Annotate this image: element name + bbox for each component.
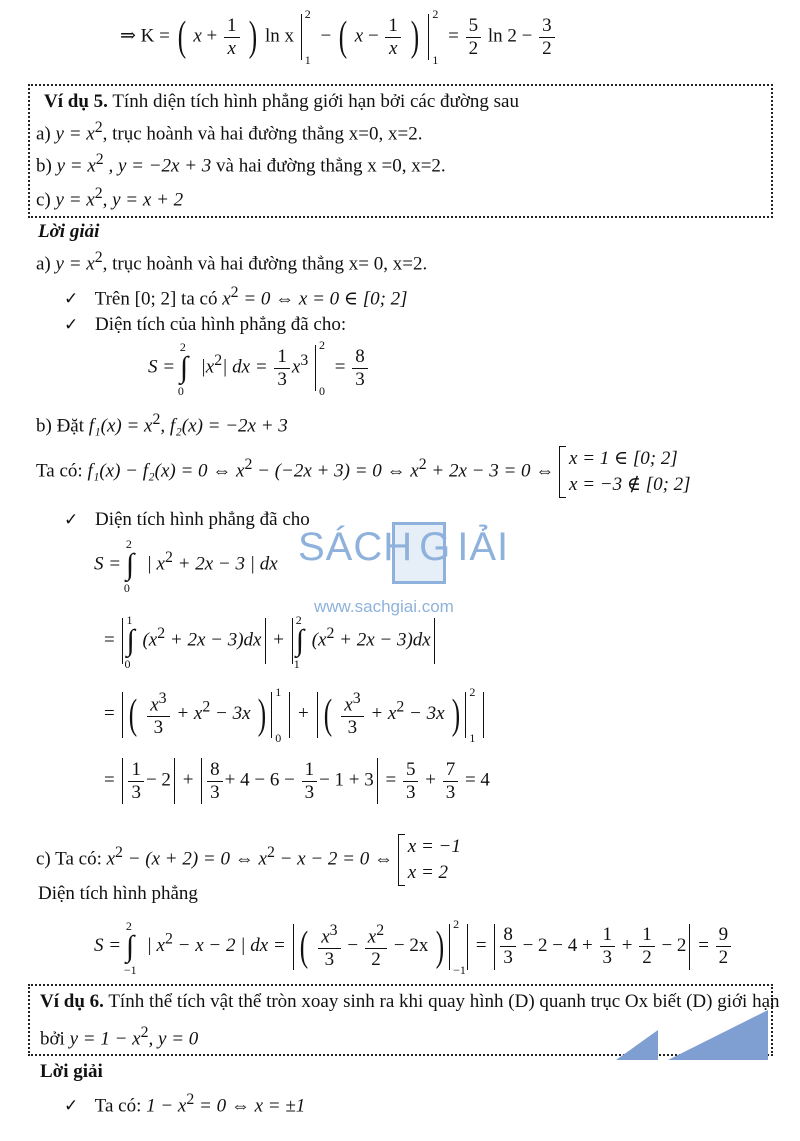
- upper: 2: [179, 340, 186, 354]
- frac-8-3: [207, 759, 223, 804]
- minus: −: [320, 25, 332, 47]
- equals: =: [104, 702, 115, 724]
- part-a-line: [36, 250, 427, 273]
- upper: 2: [469, 684, 476, 699]
- checkmark-icon: ✓: [64, 289, 79, 310]
- var-x-2: x: [354, 25, 364, 47]
- math2: = 0 ⇔ x = 0 ∈ [0; 2]: [238, 288, 408, 310]
- sup: 3: [158, 690, 167, 707]
- part-b-S1: [94, 537, 278, 595]
- eq1: f₁(x) − f₂(x) = 0 ⇔ x: [87, 460, 245, 482]
- sup: 2: [94, 249, 103, 266]
- integrand2: + 2x − 3 | dx: [172, 553, 278, 575]
- ta-co: Ta có:: [36, 460, 83, 482]
- sup: 2: [94, 185, 103, 202]
- example6-line1: [40, 992, 780, 1011]
- math2: , y = 0: [148, 1028, 199, 1050]
- eq1: x: [106, 848, 116, 870]
- eval-bar: [301, 7, 316, 67]
- left-paren-2: (: [338, 14, 348, 60]
- k-result-line: [120, 7, 557, 67]
- solution6-label: Lời giải: [40, 1061, 103, 1082]
- sup: 2: [152, 411, 161, 428]
- label: a): [36, 253, 51, 275]
- abs-bar: [467, 924, 468, 970]
- den: 2: [642, 947, 652, 969]
- integrand: |x: [200, 356, 215, 378]
- text: Diện tích hình phẳng đã cho: [95, 509, 310, 530]
- part-c-integral: S = ∫ 2 −1 | $x^2 - x - 2$ | dx = ( $\frac{x^3}{3}$ − $\frac{x^2}{2}$ − 2x ) 2 −1 = $\frac{8}{3}$ − 2 − 4 + $\frac{1}{3}$ + $\frac{1}{2}$ − 2 = $\frac{9}{2}$: [94, 922, 733, 971]
- abs-bar: [122, 618, 123, 664]
- abs-bar: [292, 618, 293, 664]
- sup: 2: [202, 698, 211, 716]
- frac-3-2: [539, 15, 555, 60]
- sup: 2: [94, 119, 103, 136]
- label: c) Ta có:: [36, 848, 102, 870]
- var-x: x: [193, 25, 202, 47]
- eval-bar: [449, 916, 466, 977]
- ln-2: ln 2 −: [487, 25, 533, 47]
- brand1: SÁCH: [298, 525, 414, 569]
- t1: + x: [176, 702, 203, 724]
- frac-x2-2: [365, 922, 387, 971]
- upper: 1: [126, 613, 133, 627]
- plus: +: [206, 25, 218, 47]
- lower: 1: [293, 657, 300, 671]
- sup: 2: [140, 1024, 149, 1041]
- brand2: IẢI: [457, 525, 510, 569]
- equals: =: [698, 934, 709, 956]
- x: x: [344, 694, 353, 716]
- abs-bar: [174, 758, 175, 804]
- minus-2: −: [367, 25, 379, 47]
- num: 1: [302, 759, 318, 782]
- den: x: [388, 37, 398, 59]
- label-a: a): [36, 123, 51, 145]
- den: 3: [445, 781, 456, 803]
- den: 3: [153, 717, 164, 739]
- text: Trên [0; 2] ta có: [94, 288, 218, 310]
- sup: 3: [300, 352, 309, 370]
- t: − 2: [145, 769, 171, 791]
- num: 1: [128, 759, 144, 782]
- checkmark-icon: ✓: [64, 510, 79, 530]
- frac-x3-3: [147, 690, 169, 739]
- math: x: [222, 288, 231, 310]
- num: 5: [466, 15, 482, 38]
- upper: 2: [125, 918, 132, 933]
- plus: +: [298, 702, 309, 724]
- label-c: c): [36, 189, 51, 211]
- x: x: [150, 694, 159, 716]
- S: S =: [94, 934, 122, 956]
- sup: 2: [376, 922, 385, 939]
- abs-bar: [689, 924, 690, 970]
- sup: 2: [266, 844, 275, 862]
- abs-bar: [265, 618, 266, 664]
- left-paren: (: [129, 691, 138, 738]
- root-system: [569, 446, 691, 497]
- brand-g: G: [419, 525, 452, 569]
- part-c-equation: [36, 834, 461, 886]
- x: x: [367, 926, 377, 948]
- minus-2x: − 2x: [393, 934, 429, 956]
- abs-bar: [201, 758, 202, 804]
- part-b-equation: [36, 446, 691, 498]
- root1: x = −1: [407, 836, 461, 858]
- equals: =: [385, 769, 397, 791]
- den: 2: [371, 949, 381, 971]
- den: 3: [324, 949, 335, 971]
- part-b-define: [36, 412, 288, 435]
- num: 8: [352, 346, 368, 369]
- abs-bar: [317, 692, 318, 738]
- integral-sign: ∫ 2 0: [177, 340, 189, 398]
- root2: x = 2: [407, 862, 449, 883]
- S: S =: [148, 356, 176, 378]
- frac-8-3: [352, 346, 368, 391]
- abs-bar: [377, 758, 378, 804]
- lower: 0: [124, 657, 131, 671]
- t1: + x: [370, 702, 397, 724]
- k-lhs: ⇒ K =: [120, 25, 170, 47]
- watermark-logo: [298, 525, 509, 570]
- root1: x = 1 ∈ [0; 2]: [569, 448, 678, 470]
- integrand: | x: [146, 553, 165, 575]
- t2: + 2x − 3)dx: [165, 629, 262, 651]
- sup: 2: [164, 549, 173, 567]
- sup: 2: [115, 844, 123, 862]
- upper: 2: [304, 7, 311, 21]
- plus: +: [182, 769, 194, 791]
- eval-bar-2: [428, 7, 443, 67]
- eval-bar: [465, 684, 480, 745]
- bracket: [398, 834, 405, 886]
- text: , trục hoành và hai đường thẳng x= 0, x=2.: [102, 253, 428, 275]
- frac-1-over-x-2: [385, 15, 401, 60]
- lower: 1: [469, 730, 476, 745]
- den: 3: [277, 368, 287, 390]
- num: 5: [403, 759, 419, 782]
- eq2: − (x + 2) = 0 ⇔ x: [122, 848, 267, 870]
- x: x: [321, 926, 330, 948]
- lower: 0: [319, 384, 325, 398]
- den: 2: [542, 37, 552, 59]
- frac-1-3: [600, 924, 616, 969]
- eval-bar: [271, 684, 286, 745]
- t: − 2 − 4 +: [522, 934, 593, 956]
- den: 3: [355, 368, 365, 390]
- text-a: , trục hoành và hai đường thẳng x=0, x=2.: [102, 123, 423, 145]
- frac-1-3: [274, 346, 290, 391]
- sup: 2: [164, 930, 173, 948]
- math: 1 − x: [146, 1095, 187, 1117]
- abs-bar: [293, 924, 294, 970]
- frac-1-over-x: [224, 15, 240, 60]
- lower: −1: [123, 962, 137, 977]
- root2: x = −3 ∉ [0; 2]: [569, 474, 691, 495]
- example5-text: Tính diện tích hình phẳng giới hạn bởi các đường sau: [112, 91, 519, 112]
- sup: 3: [329, 922, 338, 939]
- frac-5-2: [466, 15, 482, 60]
- text: bởi: [40, 1028, 65, 1050]
- sup: 2: [230, 284, 239, 301]
- upper: 2: [319, 338, 325, 352]
- math-c2: , y = x + 2: [102, 189, 184, 211]
- sup: 2: [186, 1091, 195, 1108]
- lower: −1: [453, 962, 466, 977]
- result: = 4: [464, 769, 490, 791]
- eval-bar: [315, 338, 330, 398]
- integrand2: | dx =: [222, 356, 268, 378]
- sup: 2: [214, 352, 223, 370]
- equals: =: [475, 934, 487, 956]
- x: x: [291, 356, 301, 378]
- den: 2: [718, 947, 729, 969]
- lower: 1: [304, 53, 311, 67]
- den: 3: [347, 717, 358, 739]
- frac-7-3: [443, 759, 459, 804]
- abs-bar: [289, 692, 290, 738]
- upper: 2: [453, 916, 460, 931]
- left-paren: (: [177, 14, 186, 60]
- text: Diện tích của hình phẳng đã cho:: [95, 314, 347, 335]
- abs-bar: [122, 692, 123, 738]
- right-paren-2: ): [410, 14, 419, 60]
- part-a-integral: [148, 338, 370, 398]
- frac-1-3: [128, 759, 144, 804]
- num: [318, 922, 340, 949]
- frac-x3-3: [341, 690, 363, 739]
- sup: 2: [418, 456, 427, 474]
- num: 1: [224, 15, 240, 38]
- abs-bar: [434, 618, 435, 664]
- equals: =: [334, 356, 346, 378]
- right-paren: ): [258, 691, 267, 738]
- upper: 2: [295, 613, 302, 627]
- den: x: [227, 37, 236, 59]
- eq2: − (−2x + 3) = 0 ⇔ x: [252, 460, 419, 482]
- example6-line2: [40, 1025, 198, 1048]
- sup: 2: [244, 456, 253, 474]
- label-b: b): [36, 155, 52, 177]
- abs-bar: [122, 758, 123, 804]
- math2: = 0 ⇔ x = ±1: [194, 1095, 306, 1117]
- checkmark-icon: ✓: [64, 315, 79, 335]
- integral-sign: ∫ 2 1: [293, 613, 304, 671]
- num: 3: [539, 15, 555, 38]
- math-c1: y = x: [55, 189, 95, 211]
- t2: − 3x: [210, 702, 251, 724]
- math-b1: y = x: [56, 155, 96, 177]
- sup: 3: [352, 690, 361, 707]
- integrand2: − x − 2 | dx =: [172, 934, 286, 956]
- num: [147, 690, 169, 717]
- math-b2: , y = −2x + 3: [103, 155, 212, 177]
- example5-c: [36, 186, 183, 209]
- right-paren: ): [435, 923, 445, 970]
- checkmark-icon: ✓: [64, 1096, 79, 1117]
- num: 8: [207, 759, 223, 782]
- frac-9-2: [716, 924, 732, 969]
- num: 1: [274, 346, 290, 369]
- plus: +: [273, 629, 284, 651]
- abs-bar: [483, 692, 484, 738]
- sup: 2: [326, 625, 335, 643]
- den: 3: [210, 781, 220, 803]
- math-a: y = x: [55, 123, 95, 145]
- math: y = x: [55, 253, 95, 275]
- t2: + 2x − 3)dx: [334, 629, 431, 651]
- f2: , f₂(x) = −2x + 3: [160, 415, 288, 437]
- sup: 2: [396, 698, 405, 716]
- watermark-url: www.sachgiai.com: [314, 597, 454, 616]
- den: 3: [602, 947, 612, 969]
- part-c-area-text: Diện tích hình phẳng: [38, 883, 198, 904]
- t: + 4 − 6 −: [224, 769, 295, 791]
- num: 1: [639, 924, 655, 947]
- num: [365, 922, 387, 949]
- upper: 2: [432, 7, 439, 21]
- part-a-check1: [64, 285, 408, 308]
- part-b-S3: [104, 684, 487, 745]
- eq3: − x − 2 = 0 ⇔: [274, 848, 394, 870]
- abs-bar: [494, 924, 495, 970]
- S: S =: [94, 553, 122, 575]
- frac-5-3: [403, 759, 419, 804]
- text-b: và hai đường thẳng x =0, x=2.: [211, 155, 446, 177]
- right-paren: ): [452, 691, 461, 738]
- den: 3: [503, 947, 513, 969]
- t: − 1 + 3: [319, 769, 374, 791]
- num: [341, 690, 363, 717]
- t1: (x: [142, 629, 158, 651]
- integral-sign: ∫ 2 0: [123, 537, 135, 595]
- den: 3: [131, 781, 141, 803]
- upper: 1: [275, 684, 282, 699]
- lower: 0: [275, 730, 282, 745]
- root-system: [408, 834, 461, 885]
- den: 3: [304, 781, 315, 803]
- equals: =: [448, 25, 459, 47]
- right-paren: ): [249, 14, 258, 60]
- num: 7: [443, 759, 459, 782]
- example6-text: Tính thể tích vật thể tròn xoay sinh ra khi quay hình (D) quanh trục Ox biết (D) giới hạn: [108, 991, 780, 1012]
- plus: +: [621, 934, 633, 956]
- check6-line: [64, 1092, 305, 1115]
- part-a-check2: [64, 315, 346, 334]
- frac-1-2: [639, 924, 655, 969]
- text: Ta có:: [94, 1095, 142, 1117]
- t: − 2: [661, 934, 687, 956]
- num: 8: [500, 924, 516, 947]
- lower: 1: [432, 53, 439, 67]
- plus: +: [425, 769, 436, 791]
- example5-title: Ví dụ 5.: [44, 91, 108, 112]
- integral-sign: ∫ 2 −1: [123, 918, 137, 977]
- left-paren: (: [323, 691, 332, 738]
- equals: =: [104, 629, 115, 651]
- f1: f₁(x) = x: [88, 415, 153, 437]
- frac-x3-3: [318, 922, 340, 971]
- ln-x: ln x: [265, 25, 295, 47]
- lower: 0: [123, 581, 130, 595]
- num: 9: [716, 924, 732, 947]
- example6-title: Ví dụ 6.: [40, 991, 104, 1012]
- sup: 2: [95, 151, 104, 168]
- part-b-check: [64, 510, 310, 529]
- math: y = 1 − x: [69, 1028, 141, 1050]
- den: 2: [468, 37, 479, 59]
- label: b) Đặt: [36, 415, 85, 437]
- t2: − 3x: [404, 702, 445, 724]
- lower: 0: [177, 384, 184, 398]
- frac-1-3: [302, 759, 318, 804]
- upper: 2: [125, 537, 132, 551]
- part-b-S2: [104, 613, 438, 671]
- example5-b: [36, 152, 446, 175]
- integral-sign: ∫ 1 0: [124, 613, 135, 671]
- example5-title-line: [44, 92, 519, 111]
- example5-a: [36, 120, 422, 143]
- num: 1: [600, 924, 616, 947]
- frac-8-3: [500, 924, 516, 969]
- bracket: [559, 446, 566, 498]
- num: 1: [385, 15, 401, 38]
- t1: (x: [311, 629, 327, 651]
- left-paren: (: [300, 923, 309, 970]
- solution-label: Lời giải: [38, 221, 100, 242]
- equals: =: [104, 769, 115, 791]
- den: 3: [405, 781, 416, 803]
- sup: 2: [157, 625, 166, 643]
- integrand: | x: [146, 934, 165, 956]
- part-b-S4: [104, 758, 490, 804]
- eq3: + 2x − 3 = 0 ⇔: [426, 460, 555, 482]
